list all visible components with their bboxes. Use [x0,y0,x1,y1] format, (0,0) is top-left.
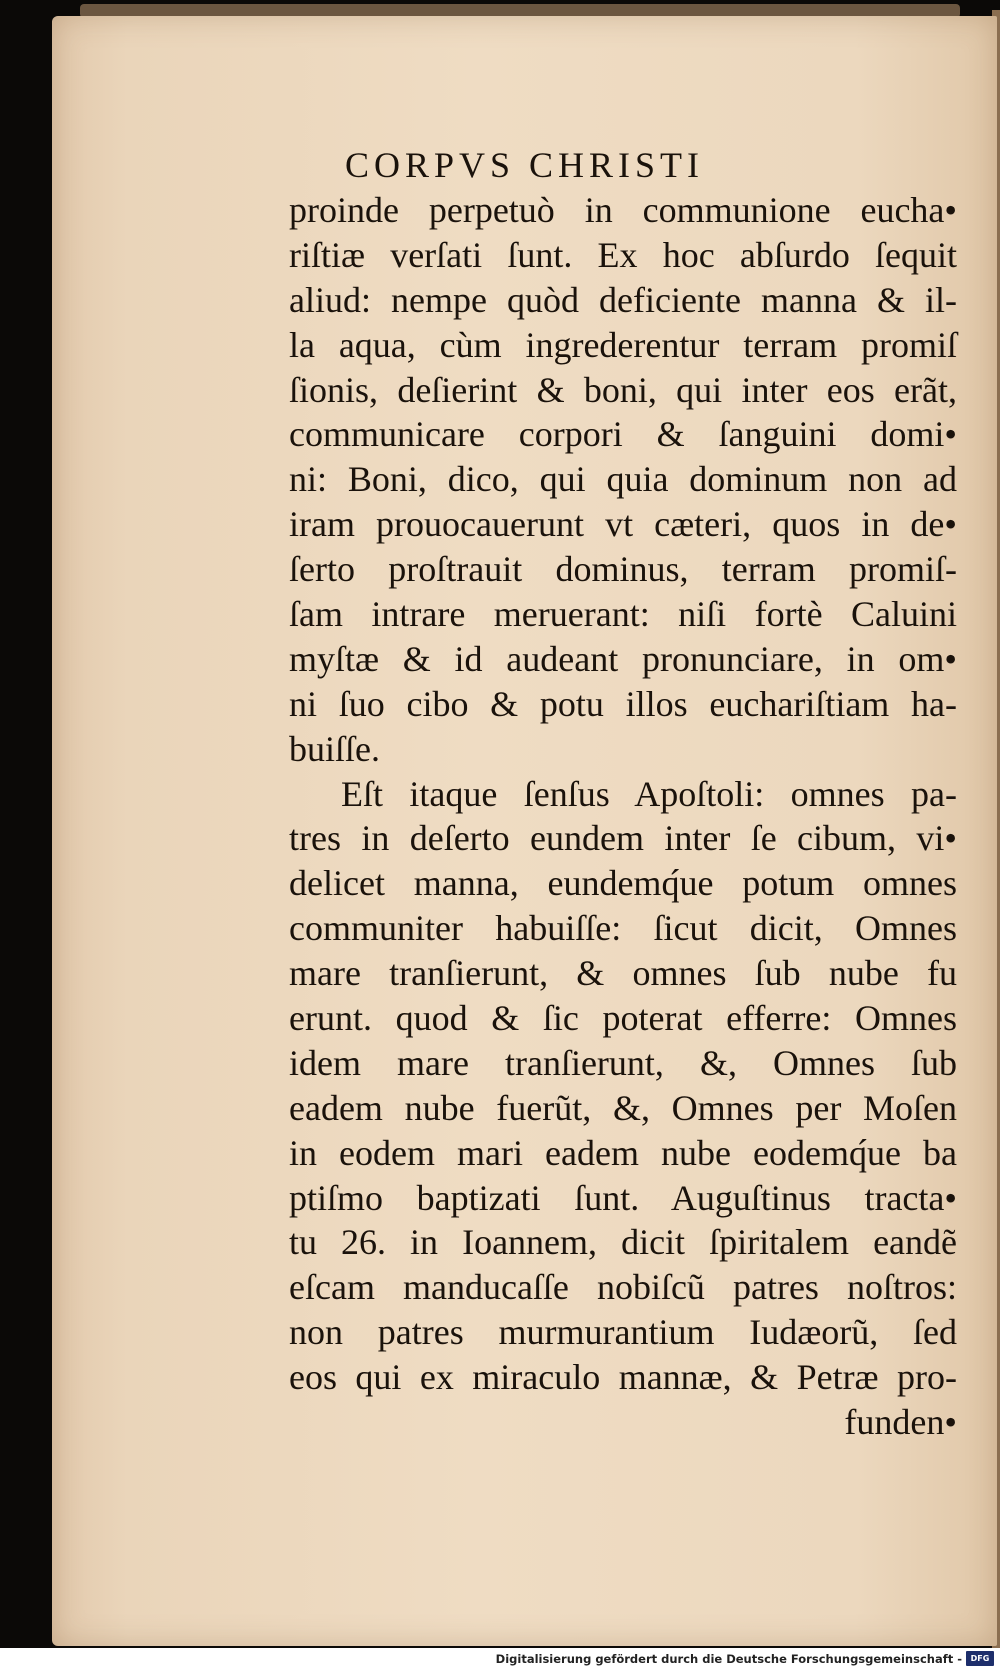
text-line: non patres murmurantium Iudæorũ, ſed [289,1312,957,1353]
text-line: eos qui ex miraculo mannæ, & Petræ pro- [289,1357,957,1398]
text-line: buiſſe. [289,728,380,769]
text-line: ni: Boni, dico, qui quia dominum non ad [289,459,957,500]
text-line: communiter habuiſſe: ſicut dicit, Omnes [289,908,957,949]
text-line: iram prouocauerunt vt cæteri, quos in de• [289,504,957,545]
text-line: eſcam manducaſſe nobiſcũ patres noſtros: [289,1267,957,1308]
book-page [52,16,997,1646]
text-line: ſionis, deſierint & boni, qui inter eos erãt, [289,369,957,410]
text-line: ptiſmo baptizati ſunt. Auguſtinus tracta• [289,1177,957,1218]
text-line: tres in deſerto eundem inter ſe cibum, vi• [289,818,957,859]
text-line: riſtiæ verſati ſunt. Ex hoc abſurdo ſequit [289,234,957,275]
body-text [289,188,957,1445]
text-line: aliud: nempe quòd deficiente manna & il- [289,279,957,320]
text-line: communicare corpori & ſanguini domi• [289,414,957,455]
catchword: funden• [844,1402,957,1443]
text-line: eadem nube fuerũt, &, Omnes per Moſen [289,1087,957,1128]
text-line: delicet manna, eundemq́ue potum omnes [289,863,957,904]
text-line: erunt. quod & ſic poterat efferre: Omnes [289,998,957,1039]
text-line: in eodem mari eadem nube eodemq́ue ba [289,1132,957,1173]
text-line: Eſt itaque ſenſus Apoſtoli: omnes pa- [341,773,957,814]
text-line: myſtæ & id audeant pronunciare, in om• [289,638,957,679]
running-head: CORPVS CHRISTI [344,145,705,185]
text-line: la aqua, cùm ingrederentur terram promiſ [289,324,957,365]
digitization-credit: Digitalisierung gefördert durch die Deutsche Forschungsgemeinschaft - [495,1652,962,1666]
dfg-logo-icon: DFG [966,1651,994,1666]
text-line: ſam intrare meruerant: niſi fortè Caluini [289,594,957,635]
text-line: tu 26. in Ioannem, dicit ſpiritalem eandẽ [289,1222,957,1263]
text-line: proinde perpetuò in communione eucha• [289,190,957,230]
text-line: idem mare tranſierunt, &, Omnes ſub [289,1042,957,1083]
text-line: ſerto proſtrauit dominus, terram promiſ- [289,549,957,590]
text-line: mare tranſierunt, & omnes ſub nube fu [289,953,957,994]
text-line: ni ſuo cibo & potu illos euchariſtiam ha- [289,683,957,724]
